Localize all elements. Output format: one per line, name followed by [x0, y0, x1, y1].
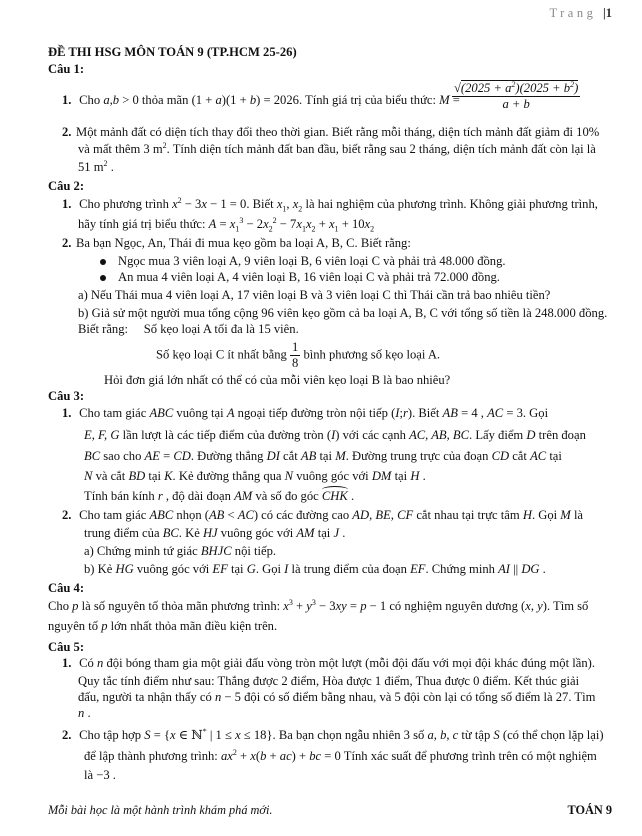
q2-part1-line2: hãy tính giá trị biểu thức: $A = x_1^3 - 2x_2^2 - 7x_1x_2 + x_1 + 10x_2$ — [78, 216, 375, 234]
t57: để lập thành phương trình: — [84, 749, 218, 764]
t5: . Gọi — [522, 406, 549, 420]
q1-part2-line1 — [62, 125, 599, 140]
q1-part2-number: 2. — [62, 125, 72, 139]
q1-part2-line3: 51 $m^2$ . — [78, 159, 114, 175]
q2-bullet-2-text: An mua 4 viên loại A, 4 viên loại B, 16 viên loại C và phải trả 72.000 đồng. — [118, 270, 500, 284]
q2-known-2: Số kẹo loại C ít nhất bằng $\frac{1}{8}$ bình phương số kẹo loại A. — [156, 340, 441, 370]
t38: vuông góc với — [136, 562, 210, 576]
q2-p1-line2: hãy tính giá trị biểu thức: — [78, 217, 206, 232]
q3-part-a: a) Chứng minh tứ giác BHJC nội tiếp. — [84, 544, 277, 558]
t39: tại — [230, 562, 244, 576]
t27: ) có các đường cao — [253, 508, 350, 522]
q3-part1-line1: 1. Cho tam giác ABC vuông tại A ngoại tiếp đường tròn nội tiếp (I;r). Biết AB = 4 , AC = 3. Gọi — [62, 406, 549, 420]
t19: . Kẻ đường thẳng qua — [172, 469, 282, 483]
t9: trên đoạn — [538, 428, 586, 442]
q2-known2a: Số kẹo loại C ít nhất bằng — [156, 347, 287, 362]
t46: . Tìm số — [546, 599, 589, 614]
t36: nội tiếp. — [234, 544, 277, 558]
t28: cắt nhau tại trực tâm — [416, 508, 520, 522]
q1-part1-number: 1. — [62, 93, 72, 107]
t14: . Đường trung trực của đoạn — [345, 449, 489, 463]
t43: Cho — [48, 599, 69, 614]
q2-known2b: bình phương số kẹo loại A. — [303, 347, 441, 362]
t22: Tính bán kính — [84, 489, 155, 503]
t32: . Kẻ — [178, 526, 200, 540]
question-2-label: Câu 2: — [48, 179, 85, 193]
exam-title: ĐỀ THI HSG MÔN TOÁN 9 (TP.HCM 25-26) — [48, 45, 297, 59]
t34: tại — [317, 526, 331, 540]
t56: (có thể chọn lặp lại) — [502, 728, 604, 743]
q5-part1-number: 1. — [62, 656, 72, 670]
t23: , độ dài đoạn — [165, 489, 231, 503]
q1-p2-line3: 51 — [78, 160, 91, 175]
q5-part1-line1: 1. Có n đội bóng tham gia một giải đấu vòng tròn một lượt (mỗi đội đấu với mọi đội khác đúng một lần). — [62, 656, 595, 670]
q1-p2-line2b: . Tính diện tích mảnh đất ban đầu, biết rằng sau 2 tháng, diện tích mảnh đất còn lại là — [166, 142, 596, 157]
t12: cắt — [283, 449, 298, 463]
q3-part-b: b) Kẻ HG vuông góc với EF tại G. Gọi I là trung điểm của đoạn EF. Chứng minh AI || DG . — [84, 562, 546, 576]
t26: nhọn ( — [176, 508, 209, 522]
q1-formula-m: $\frac{√(2025 + a^2)(2025 + b^2)}{a + b}$ — [454, 80, 579, 112]
q5-part2-line2: để lập thành phương trình: $ax^2 + x(b + ac)$ + bc = 0 Tính xác suất để phương trình trên có một nghiệm — [84, 748, 597, 764]
q2-bullet-1-text: Ngọc mua 3 viên loại A, 9 viên loại B, 6 viên loại C và phải trả 48.000 đồng. — [118, 254, 506, 268]
t42: . Chứng minh — [425, 562, 495, 576]
footer-motto: Mỗi bài học là một hành trình khám phá mới. — [48, 803, 273, 817]
page-number: 1 — [605, 6, 612, 20]
t54: . Ba bạn chọn ngẫu nhiên 3 số — [272, 728, 425, 743]
bullet-icon — [100, 275, 106, 281]
bullet-icon — [100, 259, 106, 265]
t16: tại — [549, 449, 562, 463]
q2-known1-text: Số kẹo loại A tối đa là 15 viên. — [143, 322, 299, 336]
question-1-label: Câu 1: — [48, 62, 85, 76]
t1: Cho tam giác — [79, 406, 147, 420]
q1-p1-text-b: thỏa mãn — [141, 93, 189, 107]
page-separator: | — [602, 6, 606, 20]
t52: đội có số điểm bằng nhau, và 5 đội còn lại có tổng số điểm là 27. Tìm — [244, 690, 596, 704]
t2: vuông tại — [176, 406, 224, 420]
t51: đấu, người ta nhận thấy có — [78, 690, 212, 704]
t11: . Đường thẳng — [190, 449, 264, 463]
question-4-label: Câu 4: — [48, 581, 85, 595]
q2-known-1 — [78, 322, 299, 337]
t21: tại — [394, 469, 408, 483]
q1-p1-text-a: Cho — [79, 93, 101, 107]
q1-p2-line1: Một mảnh đất có diện tích thay đổi theo thời gian. Biết rằng mỗi tháng, diện tích mảnh đất giảm đi 10% — [76, 125, 600, 139]
t53: Cho tập hợp — [79, 728, 142, 743]
t4: . Biết — [412, 406, 440, 420]
t37: b) Kẻ — [84, 562, 113, 576]
q3-part1-number: 1. — [62, 406, 72, 420]
q2-part2-intro — [62, 236, 411, 251]
t8: . Lấy điểm — [469, 428, 524, 442]
q3-part2-line1: 2. Cho tam giác ABC nhọn (AB < AC) có các đường cao AD, BE, CF cắt nhau tại trực tâm H. Gọi M là — [62, 508, 584, 522]
q2-p1-line1a: Cho phương trình — [79, 197, 169, 212]
q3-part1-line4: N và cắt BD tại K. Kẻ đường thẳng qua N vuông góc với DM tại H . — [84, 469, 426, 483]
q2-known-label: Biết rằng: — [78, 322, 129, 336]
t18: tại — [148, 469, 161, 483]
q2-part2-number: 2. — [62, 236, 72, 250]
q2-part-a: a) Nếu Thái mua 4 viên loại A, 17 viên loại B và 3 viên loại C thì Thái cần trả bao nhiêu tiền? — [78, 288, 551, 302]
question-3-label: Câu 3: — [48, 389, 85, 403]
q5-part2-line1: 2. Cho tập hợp S = {x ∈ ℕ* | 1 ≤ x ≤ 18}. Ba bạn chọn ngẫu nhiên 3 số a, b, c từ tập S (có thể chọn lặp lại) — [62, 727, 604, 743]
q2-part1-line1: 1. Cho phương trình $x^2 - 3x - 1 = 0$. Biết $x_1$, $x_2$ là hai nghiệm của phương trình. Không giải phương trình, — [62, 196, 598, 214]
t30: là — [573, 508, 584, 522]
t29: . Gọi — [531, 508, 558, 522]
q3-part2-line2: trung điểm của BC. Kẻ HJ vuông góc với AM tại J . — [84, 526, 346, 540]
q1-part2-line2: và mất thêm 3 $m^2$. Tính diện tích mảnh đất ban đầu, biết rằng sau 2 tháng, diện tích mảnh đất còn lại là — [78, 141, 596, 157]
q5-part1-line4: n . — [78, 706, 91, 720]
t45: có nghiệm nguyên dương — [389, 599, 518, 614]
q5-part2-number: 2. — [62, 728, 72, 743]
t25: Cho tam giác — [79, 508, 147, 522]
q2-part1-number: 1. — [62, 197, 72, 212]
page-header — [549, 6, 612, 21]
t7: với các cạnh — [342, 428, 406, 442]
q3-part1-line3: BC sao cho AE = CD. Đường thẳng DI cắt AB tại M. Đường trung trực của đoạn CD cắt AC tại — [84, 449, 562, 463]
footer-subject: TOÁN 9 — [567, 803, 612, 817]
q2-p2-intro: Ba bạn Ngọc, An, Thái đi mua kẹo gồm ba loại A, B, C. Biết rằng: — [76, 236, 411, 250]
q5-part2-line3: là −3 . — [84, 768, 116, 782]
q2-part-b: b) Giả sử một người mua tổng cộng 96 viên kẹo gồm cả ba loại A, B, C với tổng số tiền là 248.000 đồng. — [78, 306, 608, 320]
t48: lớn nhất thỏa mãn điều kiện trên. — [110, 619, 278, 633]
t50: đội bóng tham gia một giải đấu vòng tròn một lượt (mỗi đội đấu với mọi đội khác đúng một lần). — [106, 656, 595, 670]
q1-part1: 1. Cho a,b > 0 thỏa mãn (1 + a)(1 + b) = 2026. Tính giá trị của biểu thức: M = — [62, 93, 460, 107]
q3-part2-number: 2. — [62, 508, 72, 522]
t35: a) Chứng minh tứ giác — [84, 544, 198, 558]
t40: . Gọi — [255, 562, 282, 576]
t15: cắt — [512, 449, 527, 463]
question-5-label: Câu 5: — [48, 640, 85, 654]
q2-p1-line1c: là hai nghiệm của phương trình. Không giải phương trình, — [305, 197, 598, 212]
q4-line2: nguyên tố p lớn nhất thỏa mãn điều kiện trên. — [48, 619, 278, 633]
t10: sao cho — [103, 449, 142, 463]
t20: vuông góc với — [296, 469, 369, 483]
q5-part1-line3: đấu, người ta nhận thấy có n − 5 đội có số điểm bằng nhau, và 5 đội còn lại có tổng số điểm là 27. Tìm — [78, 690, 596, 704]
q4-line1: Cho p là số nguyên tố thỏa mãn phương trình: $x^3 + y^3 - 3xy = p - 1$ có nghiệm nguyên dương (x, y). Tìm số — [48, 598, 589, 614]
t55: từ tập — [461, 728, 491, 743]
q5-part1-line2: Quy tắc tính điểm như sau: Thắng được 2 điểm, Hòa được 1 điểm, Thua được 0 điểm. Kết thúc giải — [78, 674, 580, 688]
q1-p2-line2a: và mất thêm 3 — [78, 142, 150, 157]
t49: Có — [79, 656, 94, 670]
t33: vuông góc với — [220, 526, 294, 540]
q3-part1-line2: E, F, G lần lượt là các tiếp điểm của đường tròn (I) với các cạnh AC, AB, BC. Lấy điểm D trên đoạn — [84, 428, 586, 442]
page-label: Trang — [549, 6, 597, 20]
t17: và cắt — [95, 469, 126, 483]
q2-bullet-1 — [100, 254, 506, 269]
t24: và số đo góc — [255, 489, 319, 503]
t13: tại — [319, 449, 333, 463]
t31: trung điểm của — [84, 526, 160, 540]
t47: nguyên tố — [48, 619, 99, 633]
t58: Tính xác suất để phương trình trên có một nghiệm — [343, 749, 597, 764]
angle-chk: CHK — [321, 489, 348, 503]
t6: lần lượt là các tiếp điểm của đường tròn — [122, 428, 324, 442]
q3-part1-line5: Tính bán kính r , độ dài đoạn AM và số đo góc CHK . — [84, 489, 355, 503]
t41: là trung điểm của đoạn — [291, 562, 407, 576]
t3: ngoại tiếp đường tròn nội tiếp — [237, 406, 388, 420]
q2-ask: Hỏi đơn giá lớn nhất có thể có của mỗi viên kẹo loại B là bao nhiêu? — [104, 373, 451, 387]
q2-bullet-2 — [100, 270, 500, 285]
q2-p1-line1b: . Biết — [246, 197, 274, 212]
q1-p1-text-c: . Tính giá trị của biểu thức: — [298, 93, 436, 107]
t44: là số nguyên tố thỏa mãn phương trình: — [81, 599, 281, 614]
